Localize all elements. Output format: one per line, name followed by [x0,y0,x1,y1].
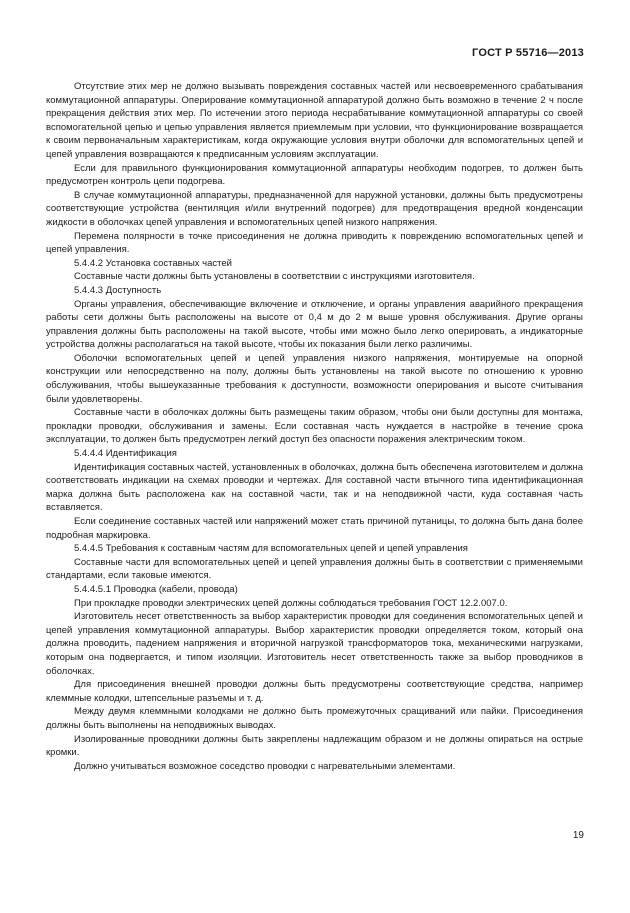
page-number: 19 [572,830,584,841]
section-heading: 5.4.4.3 Доступность [74,284,162,296]
section-heading: 5.4.4.4 Идентификация [74,448,177,460]
paragraph: Отсутствие этих мер не должно вызывать повреждения составных частей или несвоевременного срабатывания коммутационной аппаратуры. Оперирование коммутационной аппаратурой должно быть возможно в течение 2 ч после прекращения действия этих мер. По истечении этого периода несрабатывание коммутационной аппаратуры со своей вспомогательной цепью и цепью управления является приемлемым при условии, что функционирование возвращается к своим первоначальным характеристикам, когда окружающие условия внутри оболочки для вспомогательных цепей и цепей управления возвращаются к предписанным условиям эксплуатации. [46,81,583,160]
paragraph: При прокладке проводки электрических цепей должны соблюдаться требования ГОСТ 12.2.007.0. [74,597,508,609]
paragraph: Перемена полярности в точке присоединения не должна приводить к повреждению вспомогательных цепей и цепей управления. [46,230,583,256]
paragraph: Оболочки вспомогательных цепей и цепей управления низкого напряжения, монтируемые на опорной конструкции или непосредственно на полу, должны быть установлены на такой высоте по отношению к уровню обслуживания, чтобы вышеуказанные требования к доступности, возможности оперирования и высоте считывания были удовлетворены. [46,352,583,405]
paragraph: Должно учитываться возможное соседство проводки с нагревательными элементами. [74,760,456,772]
document-body [46,80,583,773]
paragraph: Если соединение составных частей или напряжений может стать причиной путаницы, то должна быть дана более подробная маркировка. [46,516,583,541]
paragraph: Для присоединения внешней проводки должны быть предусмотрены соответствующие средства, например клеммные колодки, штепсельные разъемы и т. д. [46,679,583,704]
paragraph: Составные части для вспомогательных цепей и цепей управления должны быть в соответствии с применяемыми стандартами, если таковые имеются. [46,556,583,582]
paragraph: Органы управления, обеспечивающие включение и отключение, и органы управления аварийного прекращения работы сети должны быть расположены на высоте от 0,4 м до 2 м выше уровня обслуживания. Другие органы управления должны быть расположены на такой высоте, чтобы ими можно было легко оперировать, а индикаторные устройства должны располагаться на такой высоте, чтобы их показания были легко различимы. [46,298,583,351]
paragraph: Если для правильного функционирования коммутационной аппаратуры необходим подогрев, то должен быть предусмотрен контроль цепи подогрева. [46,162,583,188]
section-heading: 5.4.4.5.1 Проводка (кабели, провода) [74,583,238,595]
paragraph: Идентификация составных частей, установленных в оболочках, должна быть обеспечена изготовителем и должна соответствовать индикации на схемах проводки и чертежах. Для составной части втычного типа идентификационная марка должна быть расположена как на составной части, так и на неподвижной части, куда составная часть вставляется. [46,461,583,514]
paragraph: Составные части должны быть установлены в соответствии с инструкциями изготовителя. [74,271,475,283]
section-heading: 5.4.4.2 Установка составных частей [74,257,232,269]
paragraph: Изготовитель несет ответственность за выбор характеристик проводки для соединения вспомогательных цепей и цепей управления коммутационной аппаратуры. Выбор характеристик проводки определяется током, который она должна проводить, падением напряжения и вторичной нагрузкой трансформаторов тока, механическими нагрузками, которым она подвергается, и типом изоляции. Изготовитель несет ответственность также за выбор проводников в оболочках. [46,611,583,677]
document-header: ГОСТ Р 55716—2013 [472,47,584,59]
paragraph: Составные части в оболочках должны быть размещены таким образом, чтобы они были доступны для монтажа, прокладки проводки, обслуживания и замены. Если составная часть нуждается в настройке в течение срока эксплуатации, то должен быть предусмотрен легкий доступ без опасности поражения электрическим током. [46,407,583,446]
paragraph: Между двумя клеммными колодками не должно быть промежуточных сращиваний или пайки. Присоединения должны быть выполнены на неподвижных выводах. [46,706,583,731]
paragraph: В случае коммутационной аппаратуры, предназначенной для наружной установки, должны быть предусмотрены соответствующие устройства (вентиляция и/или внутренний подогрев) для предотвращения вредной конденсации жидкости в оболочках цепей управления и вспомогательных цепей низкого напряжения. [46,189,583,228]
paragraph: Изолированные проводники должны быть закреплены надлежащим образом и не должны опираться на острые кромки. [46,733,583,759]
section-heading: 5.4.4.5 Требования к составным частям для вспомогательных цепей и цепей управления [74,543,468,555]
